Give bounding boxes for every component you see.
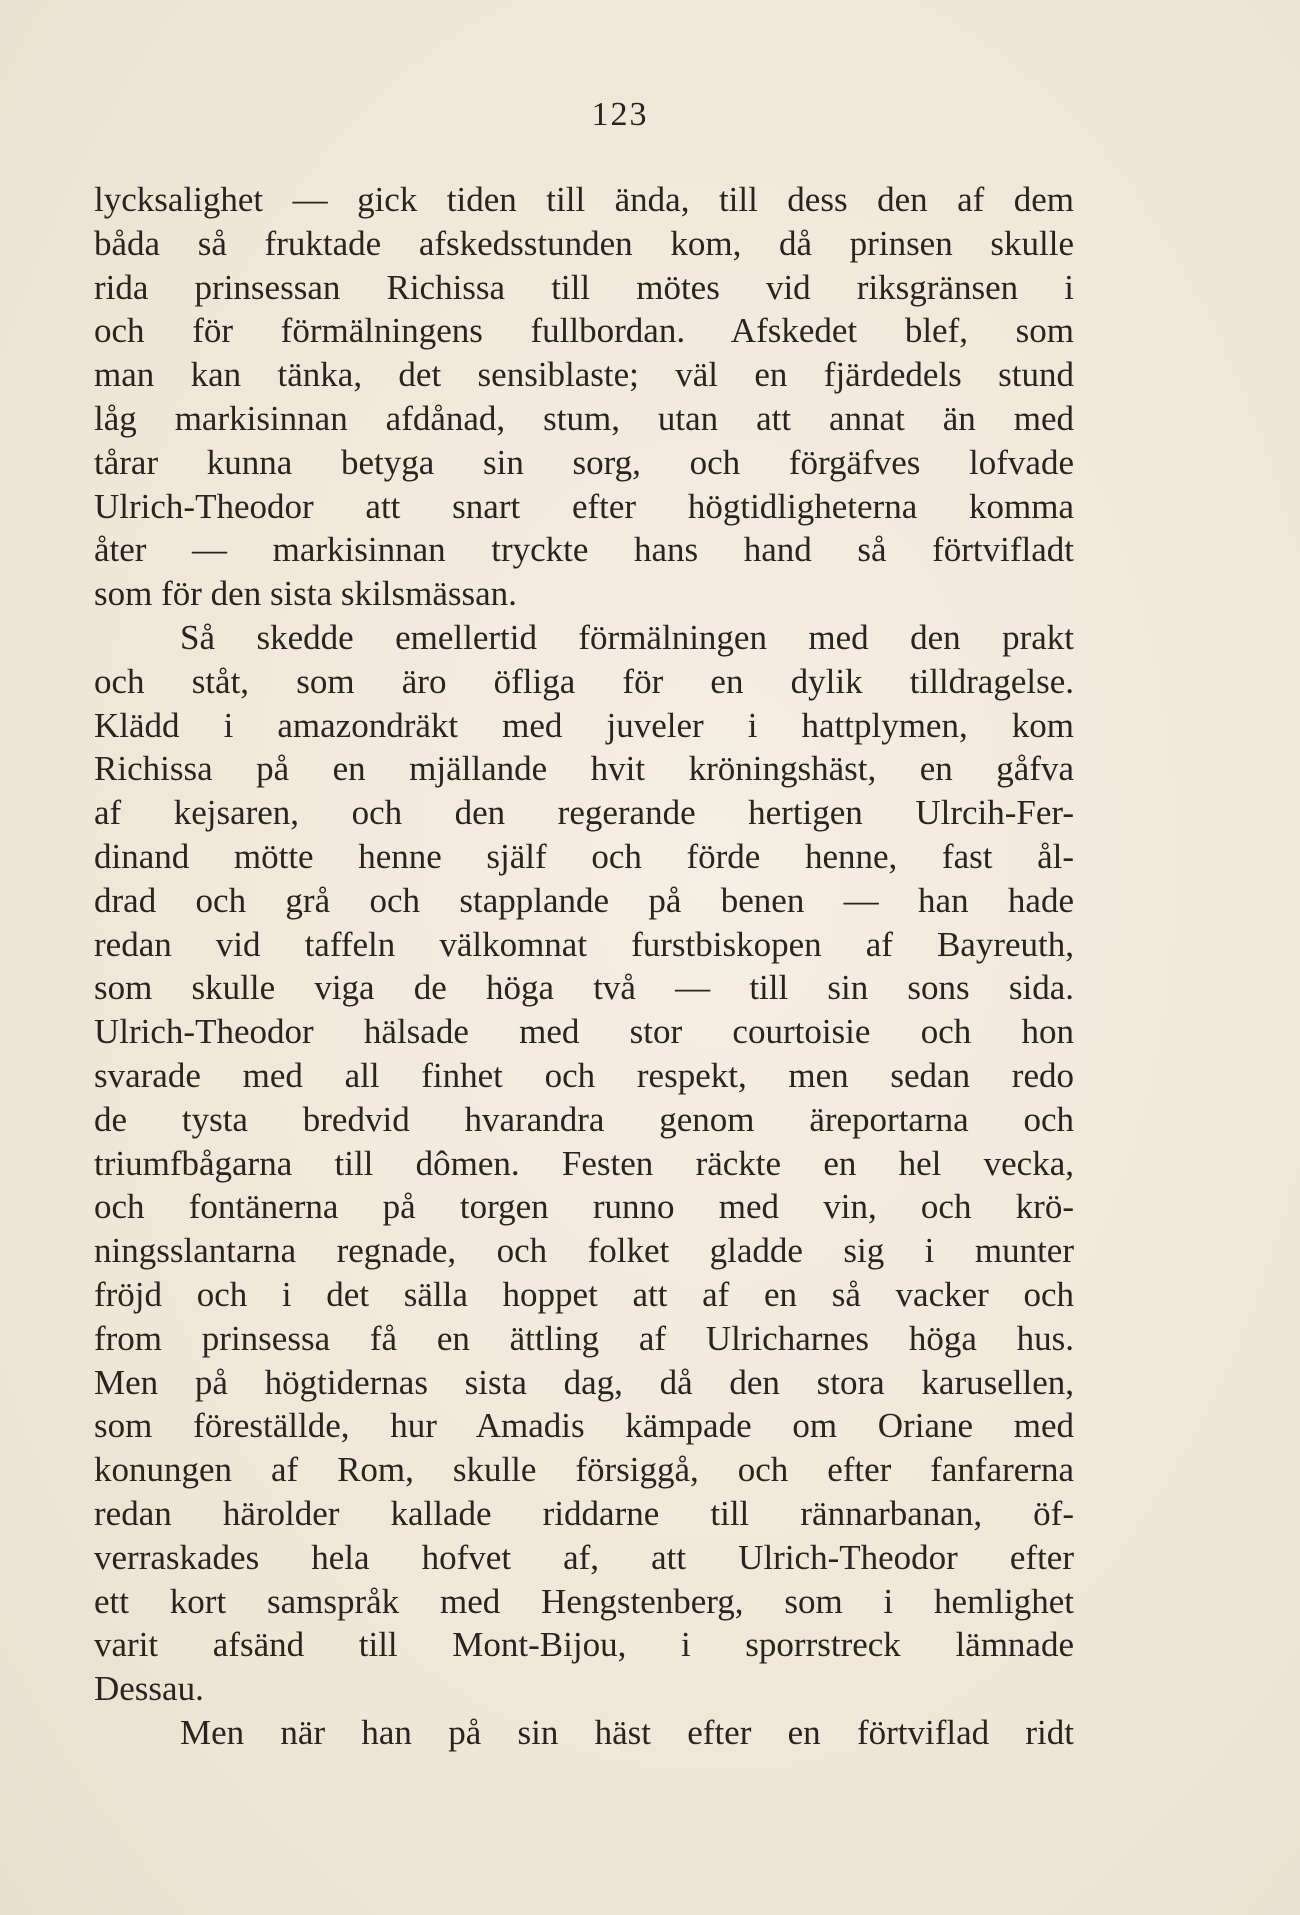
text-line: Klädd i amazondräkt med juveler i hattplymen, kom (94, 705, 1074, 745)
text-line: fröjd och i det sälla hoppet att af en så vacker och (94, 1274, 1074, 1314)
text-line: from prinsessa få en ättling af Ulricharnes höga hus. (94, 1318, 1074, 1358)
text-line: drad och grå och stapplande på benen — han hade (94, 880, 1074, 920)
text-line: Men när han på sin häst efter en förtviflad ridt (180, 1712, 1074, 1752)
text-line: konungen af Rom, skulle försiggå, och efter fanfarerna (94, 1450, 1074, 1490)
text-line: som skulle viga de höga två — till sin sons sida. (94, 968, 1074, 1008)
body-text (94, 178, 1074, 1755)
text-line: Så skedde emellertid förmälningen med den prakt (180, 617, 1074, 657)
page-number: 123 (591, 96, 649, 133)
text-line: åter — markisinnan tryckte hans hand så förtvifladt (94, 530, 1074, 570)
text-line: ett kort samspråk med Hengstenberg, som i hemlighet (94, 1581, 1074, 1621)
text-line: Men på högtidernas sista dag, då den stora karusellen, (94, 1362, 1074, 1402)
text-line: Richissa på en mjällande hvit kröningshäst, en gåfva (94, 749, 1074, 789)
text-line: tårar kunna betyga sin sorg, och förgäfves lofvade (94, 442, 1074, 482)
text-line: ningsslantarna regnade, och folket gladde sig i munter (94, 1231, 1074, 1271)
text-line: redan vid taffeln välkomnat furstbiskopen af Bayreuth, (94, 924, 1074, 964)
text-line: Ulrich-Theodor hälsade med stor courtoisie och hon (94, 1012, 1074, 1052)
text-line: svarade med all finhet och respekt, men sedan redo (94, 1055, 1074, 1095)
text-line: och ståt, som äro öfliga för en dylik tilldragelse. (94, 661, 1074, 701)
text-line: båda så fruktade afskedsstunden kom, då prinsen skulle (94, 223, 1074, 263)
text-line: af kejsaren, och den regerande hertigen Ulrcih-Fer- (94, 793, 1074, 833)
text-line: triumfbågarna till dômen. Festen räckte en hel vecka, (94, 1143, 1074, 1183)
text-line: de tysta bredvid hvarandra genom äreportarna och (94, 1099, 1074, 1139)
text-line: och fontänerna på torgen runno med vin, och krö- (94, 1187, 1074, 1227)
text-line: man kan tänka, det sensiblaste; väl en fjärdedels stund (94, 355, 1074, 395)
text-line: verraskades hela hofvet af, att Ulrich-Theodor efter (94, 1537, 1074, 1577)
text-line: varit afsänd till Mont-Bijou, i sporrstreck lämnade (94, 1625, 1074, 1665)
text-line: dinand mötte henne själf och förde henne, fast ål- (94, 836, 1074, 876)
text-line: Dessau. (94, 1669, 204, 1709)
text-line: Ulrich-Theodor att snart efter högtidligheterna komma (94, 486, 1074, 526)
text-line: och för förmälningens fullbordan. Afskedet blef, som (94, 311, 1074, 351)
text-line: som föreställde, hur Amadis kämpade om Oriane med (94, 1406, 1074, 1446)
text-line: redan härolder kallade riddarne till rännarbanan, öf- (94, 1493, 1074, 1533)
text-line: låg markisinnan afdånad, stum, utan att annat än med (94, 398, 1074, 438)
text-line: lycksalighet — gick tiden till ända, till dess den af dem (94, 180, 1074, 219)
text-line: som för den sista skilsmässan. (94, 574, 517, 614)
text-line: rida prinsessan Richissa till mötes vid riksgränsen i (94, 267, 1074, 307)
